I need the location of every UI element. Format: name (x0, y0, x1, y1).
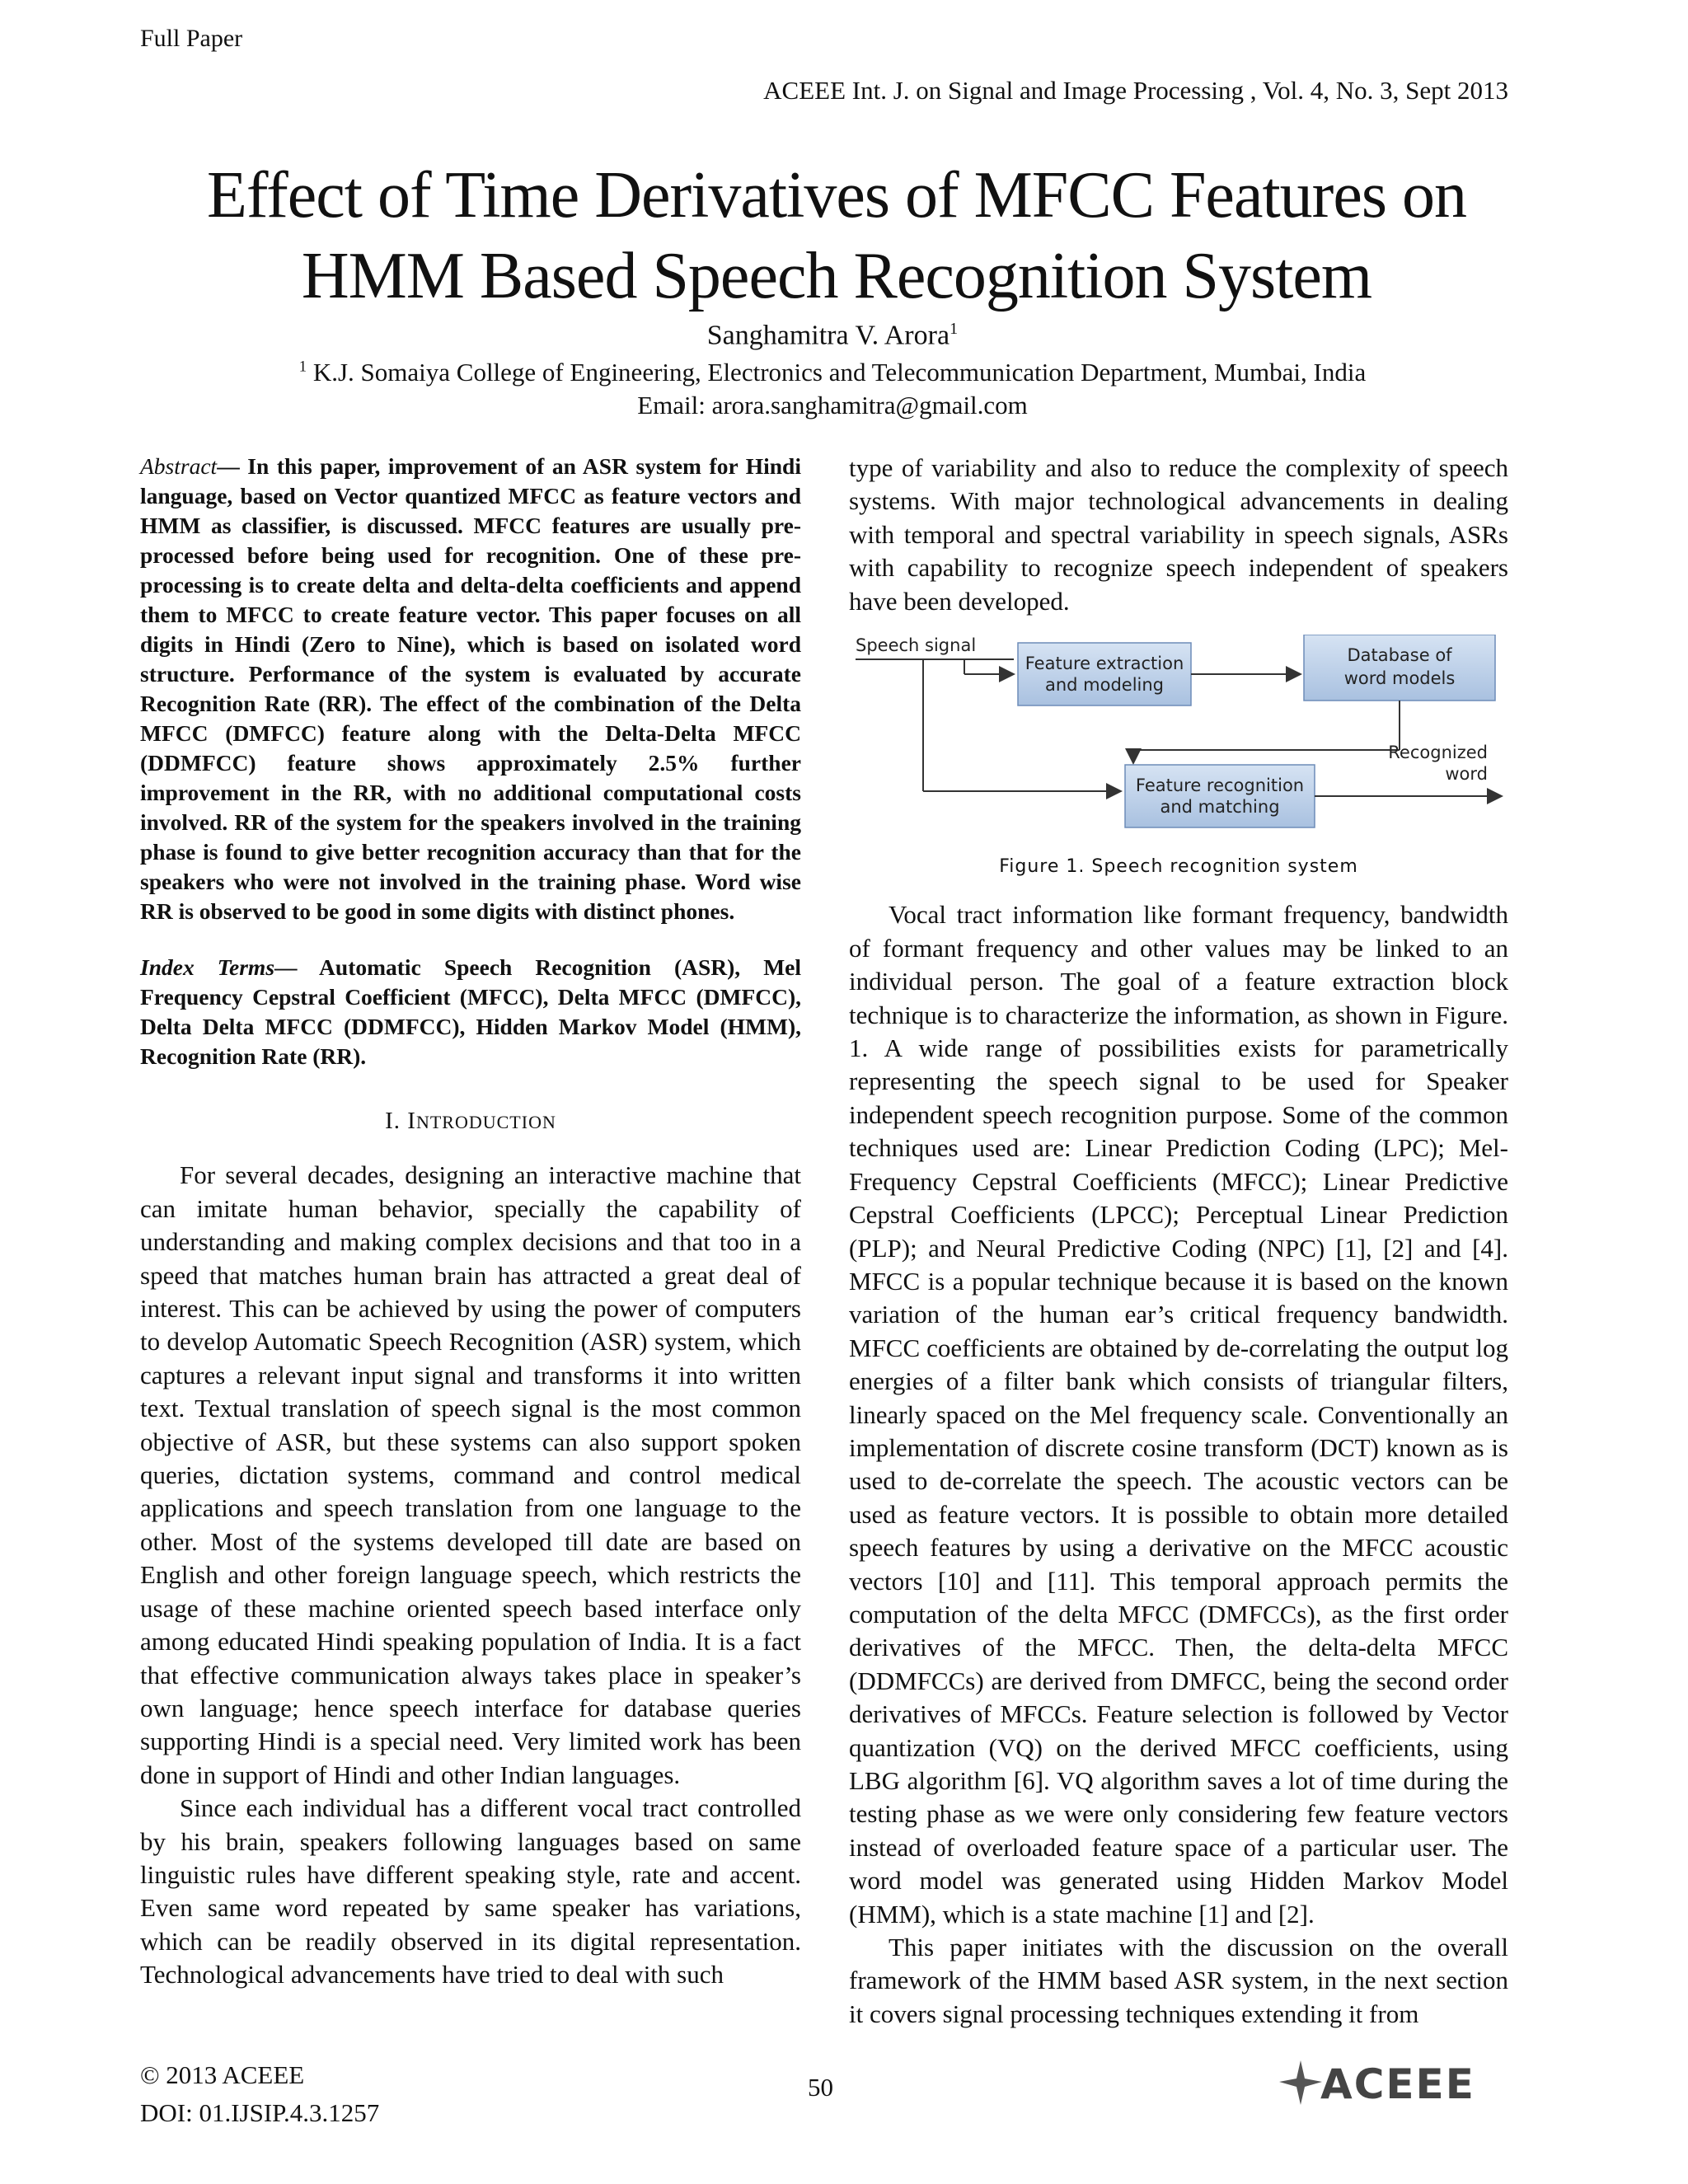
continued-paragraph: type of variability and also to reduce the complexity of speech systems. With major technological advancements in dealing with temporal and spectral variability in speech signals, ASRs with capability to recognize speech independent of speakers have been developed. (849, 453, 1508, 616)
intro-paragraph-2: Since each individual has a different vocal tract controlled by his brain, speakers following languages based on same linguistic rules have different speaking style, rate and accent. Even same word repeated by same speaker has variations, which can be readily observed in its digital representation. Technological advancements have tried to deal with such (140, 1793, 801, 1990)
email: Email: arora.sanghamitra@gmail.com (637, 391, 1028, 419)
speech-recognition-diagram (849, 635, 1508, 832)
page-label: Full Paper (140, 25, 243, 52)
figure-1 (849, 635, 1508, 832)
page-number: 50 (808, 2073, 833, 2102)
database-block (1304, 635, 1495, 701)
affiliation-superscript: 1 (298, 358, 307, 376)
affiliation-text: K.J. Somaiya College of Engineering, Electronics and Telecommunication Department, Mumbai, India (307, 358, 1367, 387)
author-superscript: 1 (950, 320, 959, 338)
index-terms-text: — Automatic Speech Recognition (ASR), Mel Frequency Cepstral Coefficient (MFCC), Delta MFCC (DMFCC), Delta Delta MFCC (DDMFCC), Hidden Markov Model (HMM), Recognition Rate (RR). (140, 954, 801, 1069)
journal-header: ACEEE Int. J. on Signal and Image Processing , Vol. 4, No. 3, Sept 2013 (763, 76, 1508, 105)
output-label-1: Recognized (1388, 743, 1488, 763)
abstract (140, 452, 801, 926)
database-label-2: word models (1343, 668, 1456, 689)
star-icon (1279, 2060, 1322, 2105)
index-terms (140, 953, 801, 1071)
feature-extraction-block (1018, 643, 1191, 705)
author-name: Sanghamitra V. Arora (706, 320, 950, 351)
title-line-1: Effect of Time Derivatives of MFCC Features on (207, 159, 1466, 232)
output-label-2: word (1445, 764, 1488, 785)
feature-recognition-label-1: Feature recognition (1135, 776, 1305, 796)
section-title: NTRODUCTION (415, 1112, 556, 1132)
index-terms-label: Index Terms (140, 954, 275, 980)
section-number: I. I (385, 1108, 416, 1134)
feature-extraction-label-2: and modeling (1044, 675, 1165, 696)
abstract-label: Abstract (140, 453, 218, 479)
paper-title (99, 155, 1574, 316)
left-column (140, 452, 801, 1992)
aceee-logo-mark (1276, 2054, 1515, 2111)
section-heading-introduction (140, 1104, 801, 1139)
right-column (849, 452, 1508, 2031)
doi: DOI: 01.IJSIP.4.3.1257 (140, 2098, 380, 2127)
aceee-logo (1276, 2054, 1515, 2111)
author (0, 320, 1665, 351)
feature-recognition-label-2: and matching (1160, 797, 1280, 818)
feature-recognition-block (1125, 765, 1315, 827)
title-line-2: HMM Based Speech Recognition System (301, 240, 1372, 312)
vocal-tract-paragraph: Vocal tract information like formant frequency, bandwidth of formant frequency and other values may be linked to an individual person. The goal of a feature extraction block technique is to characterize the information, as shown in Figure. 1. A wide range of possibilities exists for parametrically representing the speech signal to be used for Speaker independent speech recognition purpose. Some of the common techniques used are: Linear Prediction Coding (LPC); Mel-Frequency Cepstral Coefficients (MFCC); Linear Predictive Cepstral Coefficients (LPCC); Perceptual Linear Prediction (PLP); and Neural Predictive Coding (NPC) [1], [2] and [4]. MFCC is a popular technique because it is based on the known variation of the human ear’s critical frequency bandwidth. MFCC coefficients are obtained by de-correlating the output log energies of a filter bank which consists of triangular filters, linearly spaced on the Mel frequency scale. Conventionally an implementation of discrete cosine transform (DCT) known as is used to de-correlate the speech. The acoustic vectors can be used as feature vectors. It is possible to obtain more detailed speech features by using a derivative on the MFCC acoustic vectors [10] and [11]. This temporal approach permits the computation of the delta MFCC (DMFCCs), as the first order derivatives of the MFCC. Then, the delta-delta MFCC (DDMFCCs) are derived from DMFCC, being the second order derivatives of MFCCs. Feature selection is followed by Vector quantization (VQ) on the derived MFCC coefficients, using LBG algorithm [6]. VQ algorithm saves a lot of time during the testing phase as we were only considering few feature vectors instead of overloaded feature space of a particular user. The word model was generated using Hidden Markov Model (HMM), which is a state machine [1] and [2]. (849, 900, 1508, 1929)
logo-text: ACEEE (1320, 2060, 1475, 2108)
copyright: © 2013 ACEEE (140, 2060, 305, 2089)
figure-caption: Figure 1. Speech recognition system (999, 856, 1358, 878)
abstract-text: — In this paper, improvement of an ASR system for Hindi language, based on Vector quantized MFCC as feature vectors and HMM as classifier, is discussed. MFCC features are usually pre-processed before being used for recognition. One of these pre-processing is to create delta and delta-delta coefficients and append them to MFCC to create feature vector. This paper focuses on all digits in Hindi (Zero to Nine), which is based on isolated word structure. Performance of the system is evaluated by accurate Recognition Rate (RR). The effect of the combination of the Delta MFCC (DMFCC) feature along with the Delta-Delta MFCC (DDMFCC) feature shows approximately 2.5% further improvement in the RR, with no additional computational costs involved. RR of the system for the speakers involved in the training phase is found to give better recognition accuracy than that for the speakers who were not involved in the training phase. Word wise RR is observed to be good in some digits with distinct phones. (140, 453, 801, 924)
input-label: Speech signal (856, 635, 977, 656)
database-label-1: Database of (1347, 645, 1452, 666)
feature-extraction-label-1: Feature extraction (1025, 654, 1184, 674)
initiates-paragraph: This paper initiates with the discussion on the overall framework of the HMM based ASR system, in the next section it covers signal processing techniques extending it from (849, 1933, 1508, 2028)
intro-paragraph-1: For several decades, designing an interactive machine that can imitate human behavior, specially the capability of understanding and making complex decisions and that too in a speed that matches human brain has attracted a great deal of interest. This can be achieved by using the power of computers to develop Automatic Speech Recognition (ASR) system, which captures a relevant input signal and transforms it into written text. Textual translation of speech signal is the most common objective of ASR, but these systems can also support spoken queries, dictation systems, command and control medical applications and speech translation from one language to the other. Most of the systems developed till date are based on English and other foreign language speech, which restricts the usage of these machine oriented speech based interface only among educated Hindi speaking population of India. It is a fact that effective communication always takes place in speaker’s own language; hence speech interface for database queries supporting Hindi is a special need. Very limited work has been done in support of Hindi and other Indian languages. (140, 1160, 801, 1789)
affiliation (0, 358, 1665, 387)
